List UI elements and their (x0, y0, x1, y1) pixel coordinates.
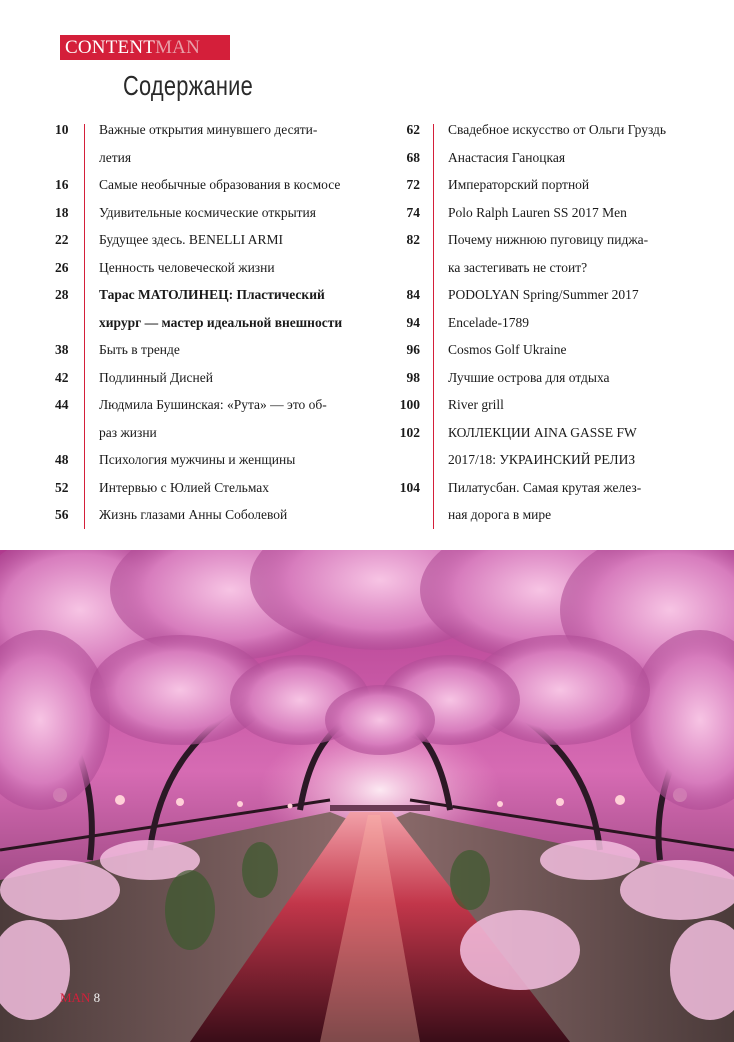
toc-title-line: Тарас МАТОЛИНЕЦ: Пластический (99, 287, 325, 302)
footer-page-number: 8 (93, 990, 101, 1005)
toc-entry[interactable] (55, 364, 380, 392)
toc-title-line: Encelade-1789 (448, 314, 529, 330)
toc-page-number: 100 (399, 397, 420, 412)
toc-page-number: 94 (406, 314, 420, 330)
toc-page-number: 42 (55, 369, 69, 385)
toc-title-line: Свадебное искусство от Ольги Груздь (448, 122, 667, 137)
toc-title-line: Ценность человеческой жизни (99, 259, 275, 275)
toc-entry[interactable] (55, 336, 380, 364)
toc-entry[interactable] (395, 199, 715, 227)
toc-page-number: 16 (55, 177, 69, 192)
toc-title-line: 2017/18: УКРАИНСКИЙ РЕЛИЗ (448, 452, 636, 467)
toc-page-number: 102 (399, 424, 420, 440)
toc-page-number: 28 (55, 287, 69, 302)
toc-page-number: 18 (55, 204, 69, 220)
toc-entry-title (99, 226, 283, 254)
toc-entry-title (448, 309, 529, 337)
toc-entry-title (99, 281, 342, 336)
toc-entry-title (448, 226, 648, 281)
toc-entry[interactable] (55, 171, 380, 199)
toc-title-line: Почему нижнюю пуговицу пиджа- (448, 232, 649, 247)
brand-logo (60, 35, 230, 60)
toc-title-line: Императорский портной (448, 177, 590, 192)
toc-entry-title (99, 391, 327, 446)
toc-entry[interactable] (395, 309, 715, 337)
toc-page-number: 96 (406, 342, 420, 357)
logo-man-text: MAN (155, 37, 200, 58)
toc-title-line: ная дорога в мире (448, 507, 552, 522)
toc-entry-title (448, 364, 610, 392)
toc-entry[interactable] (395, 391, 715, 419)
toc-title-line: Пилатусбан. Самая крутая желез- (448, 479, 642, 495)
toc-entry-title (99, 501, 287, 529)
toc-entry-title (99, 474, 269, 502)
toc-title-line: Подлинный Дисней (99, 369, 213, 385)
toc-page-number: 62 (406, 122, 420, 137)
toc-page-number: 104 (399, 479, 420, 495)
toc-title-line: Cosmos Golf Ukraine (448, 342, 567, 357)
toc-entry[interactable] (395, 116, 715, 144)
toc-entry[interactable] (55, 446, 380, 474)
toc-title-line: Людмила Бушинская: «Рута» — это об- (99, 397, 327, 412)
toc-title-line: Удивительные космические открытия (99, 204, 316, 220)
toc-entry-title (99, 116, 317, 171)
toc-entry[interactable] (55, 199, 380, 227)
toc-entry[interactable] (55, 226, 380, 254)
toc-right-column (395, 116, 715, 529)
toc-entry[interactable] (55, 281, 380, 336)
toc-title-line: Интервью с Юлией Стельмах (99, 479, 270, 495)
toc-title-line: Психология мужчины и женщины (99, 452, 296, 467)
toc-page-number: 82 (406, 232, 420, 247)
toc-page-number: 10 (55, 122, 69, 137)
toc-entry[interactable] (55, 391, 380, 446)
toc-page-number: 98 (406, 369, 420, 385)
photo-illustration (0, 550, 734, 1042)
toc-entry[interactable] (55, 254, 380, 282)
toc-title-line: ка застегивать не стоит? (448, 259, 588, 275)
toc-entry-title (99, 446, 295, 474)
toc-title-line: Анастасия Ганоцкая (448, 149, 566, 165)
toc-title-line: Важные открытия минувшего десяти- (99, 122, 318, 137)
toc-entry-title (448, 474, 641, 529)
toc-entry[interactable] (55, 474, 380, 502)
toc-title-line: Самые необычные образования в космосе (99, 177, 341, 192)
toc-title-line: River grill (448, 397, 504, 412)
toc-title-line: Быть в тренде (99, 342, 180, 357)
toc-page-number: 26 (55, 259, 69, 275)
toc-title-line: летия (99, 149, 132, 165)
toc-title-line: Жизнь глазами Анны Соболевой (99, 507, 288, 522)
page-footer (60, 990, 100, 1006)
toc-entry-title (99, 336, 180, 364)
toc-entry[interactable] (395, 226, 715, 281)
toc-entry-title (448, 144, 565, 172)
toc-title-line: Polo Ralph Lauren SS 2017 Men (448, 204, 627, 220)
toc-entry-title (448, 281, 639, 309)
toc-page-number: 72 (406, 177, 420, 192)
toc-entry-title (99, 171, 340, 199)
toc-entry[interactable] (395, 171, 715, 199)
toc-title-line: КОЛЛЕКЦИИ AINA GASSE FW (448, 424, 637, 440)
toc-entry[interactable] (395, 364, 715, 392)
toc-page-number: 22 (55, 232, 69, 247)
toc-page-number: 68 (406, 149, 420, 165)
toc-title-line: PODOLYAN Spring/Summer 2017 (448, 287, 639, 302)
toc-entry[interactable] (395, 281, 715, 309)
toc-entry-title (448, 336, 567, 364)
logo-content-text: CONTENT (65, 37, 156, 58)
toc-entry-title (448, 171, 589, 199)
cherry-blossom-canal-photo (0, 550, 734, 1042)
toc-page-number: 74 (406, 204, 420, 220)
toc-entry[interactable] (395, 474, 715, 529)
toc-entry-title (99, 199, 316, 227)
footer-brand: MAN (60, 990, 91, 1005)
page-title: Содержание (123, 70, 253, 101)
toc-entry[interactable] (395, 336, 715, 364)
toc-entry-title (448, 116, 666, 144)
toc-title-line: Лучшие острова для отдыха (448, 369, 610, 385)
toc-page-number: 48 (55, 452, 69, 467)
toc-entry-title (448, 419, 637, 474)
toc-page-number: 52 (55, 479, 69, 495)
toc-title-line: Будущее здесь. BENELLI ARMI (99, 232, 283, 247)
toc-entry[interactable] (55, 501, 380, 529)
toc-page-number: 84 (406, 287, 420, 302)
toc-entry[interactable] (395, 419, 715, 474)
toc-title-line: раз жизни (99, 424, 157, 440)
toc-page-number: 56 (55, 507, 69, 522)
toc-entry-title (448, 391, 504, 419)
toc-entry-title (99, 254, 275, 282)
toc-entry-title (448, 199, 627, 227)
toc-title-line: хирург — мастер идеальной внешности (99, 314, 343, 330)
toc-entry[interactable] (55, 116, 380, 171)
toc-left-column (55, 116, 380, 529)
toc-page-number: 44 (55, 397, 69, 412)
toc-entry[interactable] (395, 144, 715, 172)
toc-entry-title (99, 364, 213, 392)
toc-page-number: 38 (55, 342, 69, 357)
